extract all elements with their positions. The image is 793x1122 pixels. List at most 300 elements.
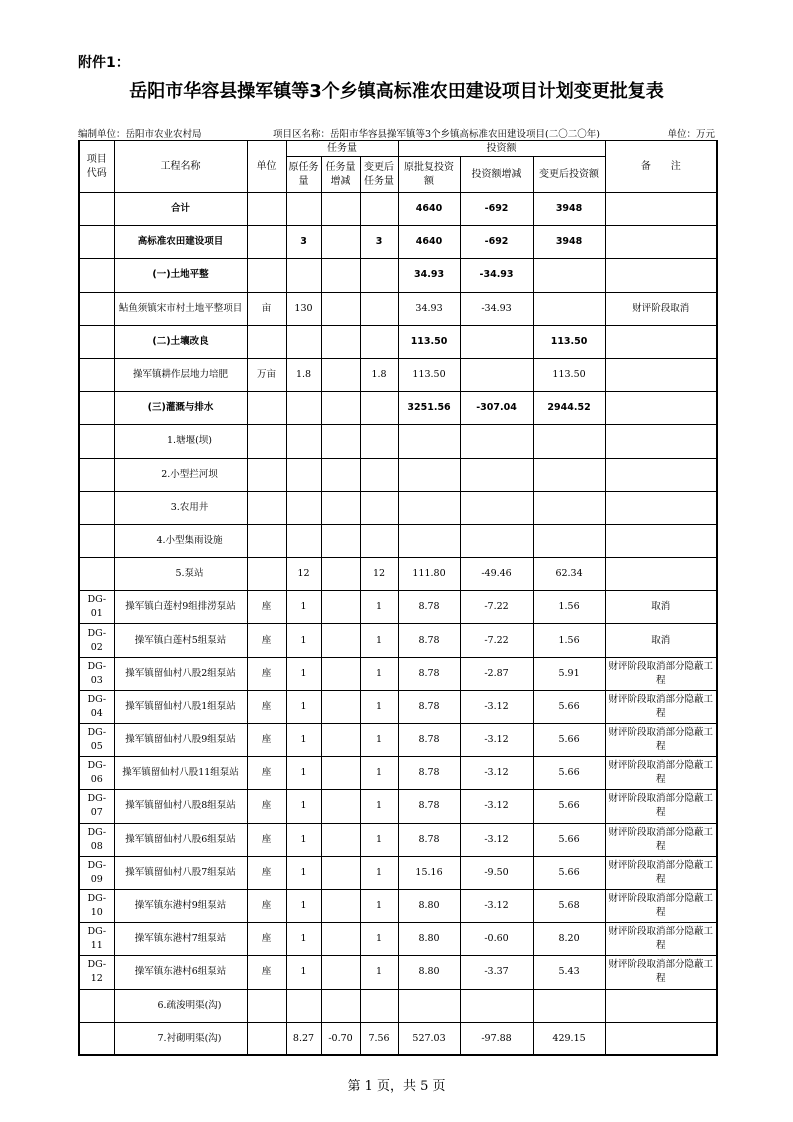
cell-code — [79, 259, 114, 292]
cell-name: 7.衬砌明渠(沟) — [114, 1022, 247, 1055]
cell-name: (二)土壤改良 — [114, 325, 247, 358]
cell-inv-change — [460, 491, 533, 524]
cell-name: 操军镇留仙村八股6组泵站 — [114, 823, 247, 856]
cell-code: DG-09 — [79, 856, 114, 889]
cell-inv-change — [460, 425, 533, 458]
cell-name: 高标准农田建设项目 — [114, 226, 247, 259]
cell-inv-after: 3948 — [533, 193, 605, 226]
cell-inv-after: 1.56 — [533, 591, 605, 624]
table-row — [79, 591, 717, 624]
cell-inv-after: 5.91 — [533, 657, 605, 690]
cell-inv-change: -3.12 — [460, 757, 533, 790]
table-row — [79, 425, 717, 458]
cell-inv-change: -3.12 — [460, 724, 533, 757]
cell-remark — [605, 524, 717, 557]
cell-name: 操军镇耕作层地力培肥 — [114, 358, 247, 391]
table-row — [79, 790, 717, 823]
cell-task-change: -0.70 — [321, 1022, 360, 1055]
table-row — [79, 292, 717, 325]
cell-inv-after — [533, 989, 605, 1022]
cell-remark: 财评阶段取消部分隐蔽工程 — [605, 889, 717, 922]
cell-inv-orig: 8.78 — [398, 690, 460, 723]
table-row — [79, 923, 717, 956]
cell-name: 3.农用井 — [114, 491, 247, 524]
cell-inv-orig: 8.80 — [398, 956, 460, 989]
cell-inv-change — [460, 325, 533, 358]
cell-inv-change: -3.12 — [460, 690, 533, 723]
cell-remark: 财评阶段取消部分隐蔽工程 — [605, 823, 717, 856]
cell-task-change — [321, 923, 360, 956]
cell-task-orig — [286, 524, 321, 557]
cell-inv-after — [533, 524, 605, 557]
cell-inv-change: -692 — [460, 226, 533, 259]
cell-task-after: 1 — [360, 889, 398, 922]
cell-task-after: 1 — [360, 790, 398, 823]
cell-task-change — [321, 956, 360, 989]
cell-task-after: 1.8 — [360, 358, 398, 391]
header-code: 项目代码 — [79, 141, 114, 193]
cell-code — [79, 325, 114, 358]
cell-inv-change — [460, 524, 533, 557]
table-row — [79, 624, 717, 657]
cell-task-change — [321, 591, 360, 624]
table-row — [79, 193, 717, 226]
cell-inv-change: -2.87 — [460, 657, 533, 690]
cell-task-change — [321, 889, 360, 922]
cell-unit: 座 — [247, 889, 286, 922]
cell-inv-change: -0.60 — [460, 923, 533, 956]
cell-task-orig — [286, 392, 321, 425]
cell-unit — [247, 524, 286, 557]
cell-task-change — [321, 757, 360, 790]
cell-task-change — [321, 724, 360, 757]
header-task-change: 任务量增减 — [321, 157, 360, 193]
cell-task-change — [321, 790, 360, 823]
cell-remark: 财评阶段取消部分隐蔽工程 — [605, 690, 717, 723]
cell-remark: 财评阶段取消部分隐蔽工程 — [605, 757, 717, 790]
cell-inv-change: -3.37 — [460, 956, 533, 989]
cell-inv-orig: 3251.56 — [398, 392, 460, 425]
cell-code — [79, 491, 114, 524]
cell-code: DG-04 — [79, 690, 114, 723]
cell-task-change — [321, 226, 360, 259]
cell-task-change — [321, 989, 360, 1022]
cell-task-after — [360, 325, 398, 358]
cell-remark — [605, 392, 717, 425]
cell-inv-after: 5.66 — [533, 757, 605, 790]
cell-inv-change: -3.12 — [460, 790, 533, 823]
cell-inv-after: 5.66 — [533, 856, 605, 889]
project-name: 项目区名称：岳阳市华容县操军镇等3个乡镇高标准农田建设项目(二〇二〇年) — [273, 129, 600, 140]
cell-task-after: 1 — [360, 757, 398, 790]
cell-code: DG-12 — [79, 956, 114, 989]
cell-code: DG-07 — [79, 790, 114, 823]
table-body — [79, 193, 717, 1056]
cell-name: 4.小型集雨设施 — [114, 524, 247, 557]
cell-task-change — [321, 392, 360, 425]
cell-inv-orig — [398, 989, 460, 1022]
cell-remark — [605, 558, 717, 591]
document-title: 岳阳市华容县操军镇等3个乡镇高标准农田建设项目计划变更批复表 — [129, 81, 664, 102]
table-row — [79, 226, 717, 259]
cell-code — [79, 292, 114, 325]
table-row — [79, 524, 717, 557]
cell-remark — [605, 425, 717, 458]
table-row — [79, 392, 717, 425]
cell-task-after: 1 — [360, 690, 398, 723]
cell-code — [79, 1022, 114, 1055]
cell-unit — [247, 226, 286, 259]
header-unit: 单位 — [247, 141, 286, 193]
cell-inv-orig: 111.80 — [398, 558, 460, 591]
cell-remark: 财评阶段取消部分隐蔽工程 — [605, 657, 717, 690]
cell-unit: 亩 — [247, 292, 286, 325]
cell-inv-change: -34.93 — [460, 259, 533, 292]
cell-inv-after: 5.66 — [533, 823, 605, 856]
cell-inv-after: 3948 — [533, 226, 605, 259]
cell-task-orig: 1 — [286, 956, 321, 989]
cell-task-change — [321, 425, 360, 458]
cell-task-after — [360, 292, 398, 325]
cell-task-after: 1 — [360, 724, 398, 757]
cell-inv-orig — [398, 458, 460, 491]
cell-task-orig: 130 — [286, 292, 321, 325]
header-task-after: 变更后任务量 — [360, 157, 398, 193]
cell-task-orig: 1 — [286, 923, 321, 956]
cell-remark: 财评阶段取消部分隐蔽工程 — [605, 956, 717, 989]
cell-task-after: 3 — [360, 226, 398, 259]
cell-task-after: 1 — [360, 856, 398, 889]
header-task-orig: 原任务量 — [286, 157, 321, 193]
cell-inv-orig: 8.80 — [398, 889, 460, 922]
table-row — [79, 724, 717, 757]
cell-name: (一)土地平整 — [114, 259, 247, 292]
cell-inv-after — [533, 259, 605, 292]
table-row — [79, 358, 717, 391]
cell-code — [79, 392, 114, 425]
cell-task-after: 12 — [360, 558, 398, 591]
cell-inv-orig: 8.78 — [398, 790, 460, 823]
cell-unit — [247, 491, 286, 524]
cell-inv-orig: 8.78 — [398, 724, 460, 757]
cell-unit: 座 — [247, 724, 286, 757]
cell-remark — [605, 193, 717, 226]
cell-remark — [605, 1022, 717, 1055]
cell-task-after — [360, 392, 398, 425]
cell-unit — [247, 989, 286, 1022]
cell-inv-orig: 8.78 — [398, 657, 460, 690]
cell-inv-change — [460, 358, 533, 391]
cell-task-change — [321, 558, 360, 591]
cell-name: 操军镇留仙村八股11组泵站 — [114, 757, 247, 790]
cell-task-change — [321, 657, 360, 690]
cell-inv-after — [533, 458, 605, 491]
cell-task-after: 1 — [360, 657, 398, 690]
header-remark: 备 注 — [605, 141, 717, 193]
cell-inv-orig: 527.03 — [398, 1022, 460, 1055]
cell-inv-after: 429.15 — [533, 1022, 605, 1055]
cell-unit: 座 — [247, 823, 286, 856]
cell-task-orig — [286, 325, 321, 358]
cell-inv-orig — [398, 524, 460, 557]
attachment-label: 附件1： — [78, 55, 130, 71]
cell-inv-change — [460, 458, 533, 491]
cell-task-after — [360, 989, 398, 1022]
cell-unit — [247, 425, 286, 458]
cell-task-change — [321, 292, 360, 325]
cell-inv-orig: 113.50 — [398, 325, 460, 358]
cell-inv-change: -3.12 — [460, 889, 533, 922]
cell-task-change — [321, 358, 360, 391]
cell-unit: 座 — [247, 757, 286, 790]
cell-name: 操军镇东港村6组泵站 — [114, 956, 247, 989]
cell-task-change — [321, 325, 360, 358]
cell-task-orig — [286, 491, 321, 524]
cell-unit: 座 — [247, 690, 286, 723]
cell-unit — [247, 325, 286, 358]
cell-code — [79, 458, 114, 491]
cell-inv-change: -49.46 — [460, 558, 533, 591]
cell-task-after: 1 — [360, 956, 398, 989]
cell-task-orig: 8.27 — [286, 1022, 321, 1055]
cell-inv-change: -9.50 — [460, 856, 533, 889]
approval-table — [78, 140, 718, 1056]
cell-name: 鲇鱼须镇宋市村土地平整项目 — [114, 292, 247, 325]
cell-unit: 座 — [247, 856, 286, 889]
cell-task-change — [321, 856, 360, 889]
cell-inv-change: -97.88 — [460, 1022, 533, 1055]
cell-code — [79, 425, 114, 458]
cell-remark: 财评阶段取消部分隐蔽工程 — [605, 790, 717, 823]
cell-inv-orig — [398, 425, 460, 458]
cell-remark: 财评阶段取消部分隐蔽工程 — [605, 856, 717, 889]
table-row — [79, 657, 717, 690]
cell-code — [79, 524, 114, 557]
cell-name: 操军镇留仙村八股7组泵站 — [114, 856, 247, 889]
cell-unit: 万亩 — [247, 358, 286, 391]
cell-inv-after: 8.20 — [533, 923, 605, 956]
cell-code: DG-02 — [79, 624, 114, 657]
cell-task-change — [321, 690, 360, 723]
page-footer: 第 1 页，共 5 页 — [347, 1079, 446, 1094]
cell-task-change — [321, 823, 360, 856]
cell-code — [79, 358, 114, 391]
cell-task-orig: 1 — [286, 624, 321, 657]
cell-name: 操军镇白莲村9组排涝泵站 — [114, 591, 247, 624]
cell-inv-after: 5.66 — [533, 690, 605, 723]
cell-inv-orig: 8.78 — [398, 823, 460, 856]
cell-task-orig: 1 — [286, 591, 321, 624]
cell-remark — [605, 358, 717, 391]
cell-inv-orig: 113.50 — [398, 358, 460, 391]
cell-inv-after: 62.34 — [533, 558, 605, 591]
cell-task-orig: 1 — [286, 823, 321, 856]
cell-inv-after: 5.43 — [533, 956, 605, 989]
cell-name: 操军镇白莲村5组泵站 — [114, 624, 247, 657]
cell-inv-orig: 15.16 — [398, 856, 460, 889]
cell-inv-orig: 34.93 — [398, 259, 460, 292]
cell-unit: 座 — [247, 790, 286, 823]
cell-task-after: 1 — [360, 591, 398, 624]
cell-inv-orig: 8.78 — [398, 624, 460, 657]
header-name: 工程名称 — [114, 141, 247, 193]
cell-unit — [247, 1022, 286, 1055]
cell-unit: 座 — [247, 923, 286, 956]
cell-name: 5.泵站 — [114, 558, 247, 591]
cell-unit: 座 — [247, 956, 286, 989]
header-investment-group: 投资额 — [398, 141, 605, 157]
cell-inv-after: 5.68 — [533, 889, 605, 922]
cell-task-change — [321, 259, 360, 292]
cell-inv-after: 113.50 — [533, 325, 605, 358]
cell-remark — [605, 491, 717, 524]
cell-remark: 财评阶段取消部分隐蔽工程 — [605, 923, 717, 956]
cell-inv-change: -7.22 — [460, 591, 533, 624]
cell-inv-orig: 4640 — [398, 226, 460, 259]
cell-code — [79, 226, 114, 259]
cell-code: DG-10 — [79, 889, 114, 922]
cell-inv-after — [533, 292, 605, 325]
table-row — [79, 823, 717, 856]
cell-remark: 财评阶段取消 — [605, 292, 717, 325]
cell-task-orig: 1 — [286, 690, 321, 723]
cell-inv-orig: 8.80 — [398, 923, 460, 956]
cell-name: 合计 — [114, 193, 247, 226]
table-row — [79, 956, 717, 989]
cell-inv-after — [533, 491, 605, 524]
cell-name: (三)灌溉与排水 — [114, 392, 247, 425]
cell-name: 操军镇东港村7组泵站 — [114, 923, 247, 956]
cell-task-orig: 1 — [286, 889, 321, 922]
cell-code — [79, 989, 114, 1022]
cell-remark — [605, 259, 717, 292]
cell-inv-after — [533, 425, 605, 458]
compiling-org: 编制单位：岳阳市农业农村局 — [78, 129, 202, 140]
cell-unit: 座 — [247, 591, 286, 624]
cell-task-after: 1 — [360, 624, 398, 657]
cell-task-orig — [286, 458, 321, 491]
header-inv-change: 投资额增减 — [460, 157, 533, 193]
cell-name: 操军镇留仙村八股9组泵站 — [114, 724, 247, 757]
cell-unit — [247, 458, 286, 491]
cell-inv-orig: 34.93 — [398, 292, 460, 325]
cell-task-change — [321, 193, 360, 226]
cell-unit — [247, 259, 286, 292]
cell-inv-change — [460, 989, 533, 1022]
cell-task-after — [360, 259, 398, 292]
cell-code: DG-08 — [79, 823, 114, 856]
cell-task-change — [321, 624, 360, 657]
cell-name: 2.小型拦河坝 — [114, 458, 247, 491]
cell-task-after: 1 — [360, 923, 398, 956]
cell-inv-change: -7.22 — [460, 624, 533, 657]
table-row — [79, 856, 717, 889]
cell-name: 6.疏浚明渠(沟) — [114, 989, 247, 1022]
table-row — [79, 458, 717, 491]
cell-task-after — [360, 425, 398, 458]
cell-task-change — [321, 524, 360, 557]
cell-code — [79, 558, 114, 591]
cell-inv-orig: 8.78 — [398, 591, 460, 624]
cell-task-after — [360, 524, 398, 557]
cell-inv-after: 5.66 — [533, 790, 605, 823]
cell-task-orig: 1 — [286, 856, 321, 889]
cell-inv-after: 1.56 — [533, 624, 605, 657]
cell-task-after — [360, 193, 398, 226]
cell-name: 操军镇留仙村八股1组泵站 — [114, 690, 247, 723]
header-task-group: 任务量 — [286, 141, 398, 157]
cell-code: DG-05 — [79, 724, 114, 757]
cell-task-orig: 12 — [286, 558, 321, 591]
cell-remark — [605, 226, 717, 259]
cell-inv-orig: 4640 — [398, 193, 460, 226]
cell-inv-change: -34.93 — [460, 292, 533, 325]
cell-inv-change: -307.04 — [460, 392, 533, 425]
table-row — [79, 259, 717, 292]
header-inv-orig: 原批复投资额 — [398, 157, 460, 193]
table-row — [79, 1022, 717, 1055]
currency-unit: 单位：万元 — [667, 129, 715, 140]
header-inv-after: 变更后投资额 — [533, 157, 605, 193]
table-row — [79, 889, 717, 922]
cell-inv-orig: 8.78 — [398, 757, 460, 790]
cell-task-orig — [286, 259, 321, 292]
cell-name: 操军镇东港村9组泵站 — [114, 889, 247, 922]
table-row — [79, 690, 717, 723]
cell-code: DG-01 — [79, 591, 114, 624]
table-row — [79, 558, 717, 591]
cell-task-orig: 1 — [286, 790, 321, 823]
cell-inv-orig — [398, 491, 460, 524]
cell-unit: 座 — [247, 624, 286, 657]
table-row — [79, 989, 717, 1022]
cell-remark: 取消 — [605, 624, 717, 657]
cell-remark: 取消 — [605, 591, 717, 624]
cell-task-orig: 1 — [286, 724, 321, 757]
cell-unit: 座 — [247, 657, 286, 690]
cell-inv-after: 5.66 — [533, 724, 605, 757]
cell-code: DG-03 — [79, 657, 114, 690]
cell-task-orig — [286, 193, 321, 226]
cell-remark — [605, 989, 717, 1022]
cell-task-orig — [286, 989, 321, 1022]
cell-task-after — [360, 491, 398, 524]
cell-code: DG-11 — [79, 923, 114, 956]
cell-task-orig: 1.8 — [286, 358, 321, 391]
cell-task-change — [321, 458, 360, 491]
cell-task-after — [360, 458, 398, 491]
cell-inv-change: -692 — [460, 193, 533, 226]
cell-task-orig: 1 — [286, 757, 321, 790]
cell-remark: 财评阶段取消部分隐蔽工程 — [605, 724, 717, 757]
table-row — [79, 491, 717, 524]
table-row — [79, 325, 717, 358]
cell-task-after: 7.56 — [360, 1022, 398, 1055]
cell-unit — [247, 558, 286, 591]
cell-remark — [605, 325, 717, 358]
cell-code — [79, 193, 114, 226]
cell-task-change — [321, 491, 360, 524]
cell-task-orig: 1 — [286, 657, 321, 690]
cell-inv-after: 2944.52 — [533, 392, 605, 425]
cell-task-orig — [286, 425, 321, 458]
cell-task-after: 1 — [360, 823, 398, 856]
cell-unit — [247, 392, 286, 425]
cell-task-orig: 3 — [286, 226, 321, 259]
cell-remark — [605, 458, 717, 491]
cell-name: 操军镇留仙村八股8组泵站 — [114, 790, 247, 823]
cell-code: DG-06 — [79, 757, 114, 790]
